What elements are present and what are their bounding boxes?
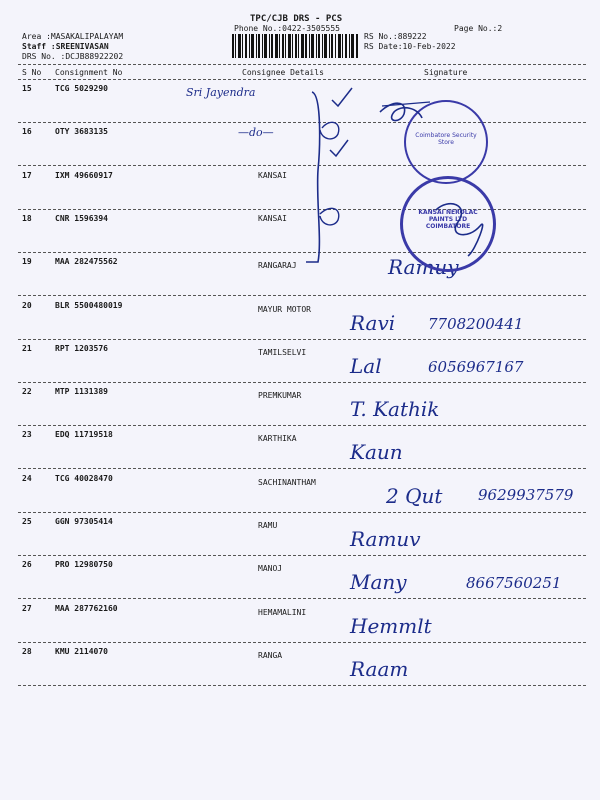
stamp-2-text: KANSAI NEROLAC PAINTS LTD COIMBATORE (418, 209, 478, 230)
phone-number: Phone No.:0422-3505555 (234, 24, 340, 33)
handwritten-name-15: Sri Jayendra (186, 86, 256, 99)
staff-label: Staff :SREENIVASAN (22, 42, 109, 51)
consignment-number: KMU 2114070 (55, 646, 108, 656)
tick-mark-16 (320, 122, 339, 139)
signature: 2 Qut (386, 483, 443, 508)
handwritten-phone: 8667560251 (466, 574, 562, 593)
consignment-number: MTP 1131389 (55, 387, 108, 397)
signature: Kaun (350, 440, 403, 465)
bracket-mark (306, 92, 320, 262)
serial-number: 20 (22, 300, 32, 310)
serial-number: 17 (22, 170, 32, 180)
consignment-number: PRO 12980750 (55, 560, 113, 570)
consignee-name: MANOJ (258, 564, 283, 574)
consignee-name: PREMKUMAR (258, 391, 302, 401)
handwritten-phone: 9629937579 (478, 485, 574, 504)
col-consignee: Consignee Details (242, 68, 324, 77)
consignee-name: TAMILSELVI (258, 347, 307, 357)
signature: Lal (350, 353, 382, 378)
rs-number: RS No.:889222 (364, 32, 427, 41)
serial-number: 15 (22, 84, 32, 93)
rs-date: RS Date:10-Feb-2022 (364, 42, 456, 51)
signature: T. Kathik (350, 397, 440, 422)
consignment-number: MAA 282475562 (55, 257, 118, 267)
consignment-number: TCG 5029290 (55, 84, 108, 93)
consignment-number: OTY 3683135 (55, 127, 108, 137)
handwritten-phone: 7708200441 (428, 314, 524, 333)
serial-number: 19 (22, 257, 32, 267)
page-number: Page No.:2 (454, 24, 503, 33)
serial-number: 21 (22, 343, 32, 353)
tick-mark-15 (332, 88, 352, 106)
signature: Hemmlt (350, 613, 432, 638)
signature: Ravi (350, 310, 396, 335)
serial-number: 28 (22, 646, 32, 656)
consignee-name: KANSAI (258, 170, 287, 180)
consignee-name: SACHINANTHAM (258, 477, 316, 487)
drs-number: DRS No. :DCJB88922202 (22, 52, 124, 61)
serial-number: 25 (22, 517, 32, 526)
col-sno: S No (22, 68, 42, 77)
consignee-name: RANGA (258, 650, 283, 660)
consignment-number: IXM 49660917 (55, 170, 113, 180)
area-label: Area :MASAKALIPALAYAM (22, 32, 124, 41)
signature: Ramuy (388, 255, 459, 280)
col-signature: Signature (424, 68, 468, 77)
consignee-name: KANSAI (258, 213, 287, 223)
consignment-number: RPT 1203576 (55, 343, 108, 353)
signature: Ramuv (350, 527, 421, 551)
serial-number: 27 (22, 603, 32, 613)
consignee-name: RANGARAJ (258, 261, 297, 271)
signature: Raam (350, 656, 409, 681)
serial-number: 23 (22, 430, 32, 440)
serial-number: 24 (22, 473, 32, 483)
consignment-number: GGN 97305414 (55, 517, 113, 526)
serial-number: 16 (22, 127, 32, 137)
signature: Many (350, 570, 407, 595)
consignment-number: CNR 1596394 (55, 213, 108, 223)
col-consignment: Consignment No (55, 68, 123, 77)
consignment-number: TCG 40028470 (55, 473, 113, 483)
consignment-number: MAA 287762160 (55, 603, 118, 613)
tick-mark-17 (330, 140, 348, 156)
consignee-name: MAYUR MOTOR (258, 304, 311, 314)
consignee-name: HEMAMALINI (258, 607, 307, 617)
consignee-name: KARTHIKA (258, 434, 297, 444)
stamp-1-text: Coimbatore Security Store (415, 132, 477, 146)
signature-stroke-15 (382, 102, 430, 106)
consignee-name: RAMU (258, 521, 278, 530)
consignment-number: EDQ 11719518 (55, 430, 113, 440)
consignment-number: BLR 5500480019 (55, 300, 123, 310)
serial-number: 22 (22, 387, 32, 397)
handwritten-name-16: —do— (238, 126, 274, 139)
sheet-title: TPC/CJB DRS - PCS (250, 14, 343, 24)
signature-scribble-18 (436, 204, 483, 256)
serial-number: 26 (22, 560, 32, 570)
handwritten-phone: 6056967167 (428, 357, 524, 376)
serial-number: 18 (22, 213, 32, 223)
tick-mark-18 (320, 208, 339, 225)
